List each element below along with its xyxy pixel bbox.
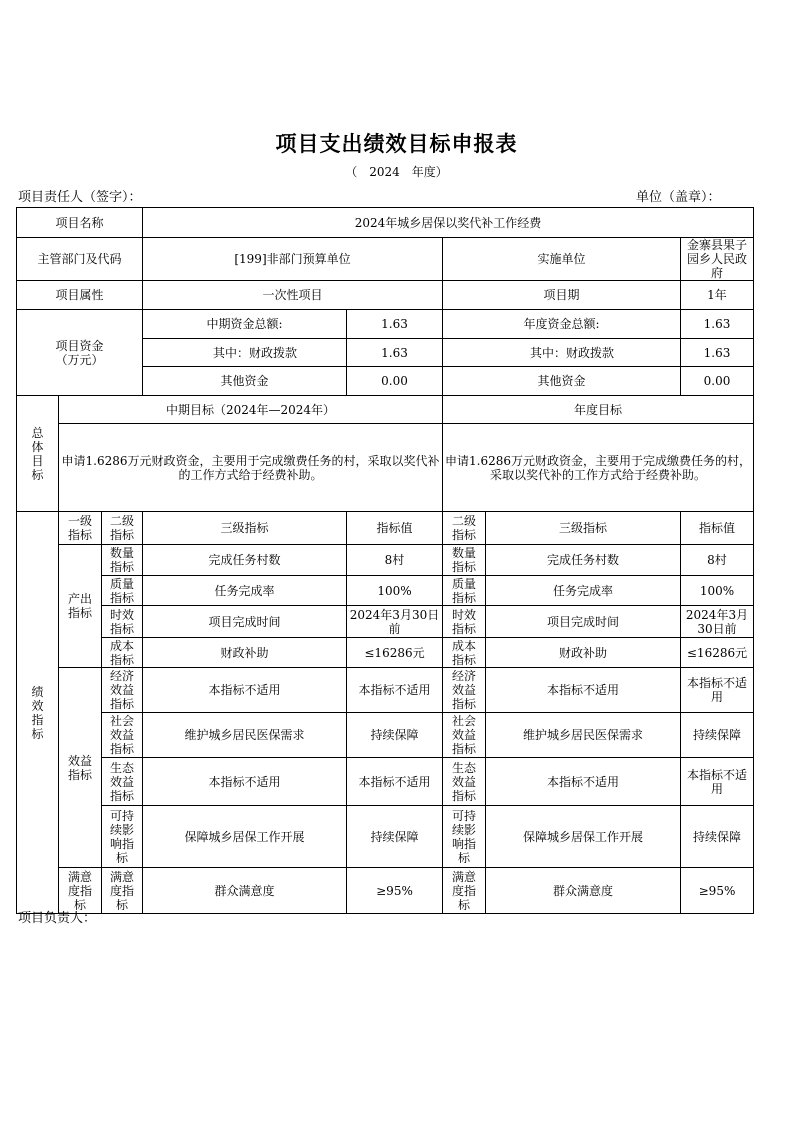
row-l2: 社会 效益 指标 [102, 713, 143, 758]
row-l2-year: 社会 效益 指标 [443, 713, 486, 758]
year-other-value: 0.00 [681, 367, 754, 396]
project-period-value: 1年 [681, 281, 754, 310]
row-value: 100% [347, 576, 443, 606]
project-name-value: 2024年城乡居保以奖代补工作经费 [143, 208, 754, 238]
row-l3: 本指标不适用 [143, 668, 347, 713]
row-l3: 项目完成时间 [143, 606, 347, 638]
implementing-unit-label: 实施单位 [443, 238, 681, 281]
output-indicators-label: 产出 指标 [59, 545, 102, 668]
year-goal-header: 年度目标 [443, 396, 754, 424]
row-value-year: 持续保障 [681, 713, 754, 758]
row-l3: 财政补助 [143, 638, 347, 668]
row-value: ≥95% [347, 868, 443, 914]
row-l3-year: 保障城乡居保工作开展 [486, 806, 681, 868]
header-level2-year: 二级 指标 [443, 512, 486, 545]
row-value: 本指标不适用 [347, 758, 443, 806]
row-l2-year: 质量 指标 [443, 576, 486, 606]
benefit-indicators-label: 效益 指标 [59, 668, 102, 868]
row-value-year: 8村 [681, 545, 754, 576]
row-l3: 群众满意度 [143, 868, 347, 914]
performance-indicators-label: 绩 效 指 标 [17, 512, 59, 914]
row-l3-year: 维护城乡居民医保需求 [486, 713, 681, 758]
year-other-label: 其他资金 [443, 367, 681, 396]
row-l3-year: 群众满意度 [486, 868, 681, 914]
row-l3-year: 项目完成时间 [486, 606, 681, 638]
mid-other-value: 0.00 [347, 367, 443, 396]
row-value-year: 2024年3月 30日前 [681, 606, 754, 638]
row-value: 8村 [347, 545, 443, 576]
responsible-label: 项目责任人（签字）： [18, 190, 142, 205]
row-value: 持续保障 [347, 806, 443, 868]
header-level2: 二级 指标 [102, 512, 143, 545]
row-l3: 保障城乡居保工作开展 [143, 806, 347, 868]
row-l2: 经济 效益 指标 [102, 668, 143, 713]
project-attribute-label: 项目属性 [17, 281, 143, 310]
row-value: ≤16286元 [347, 638, 443, 668]
overall-goals-label: 总 体 目 标 [17, 396, 59, 512]
row-value-year: ≤16286元 [681, 638, 754, 668]
row-l2: 成本 指标 [102, 638, 143, 668]
project-name-label: 项目名称 [17, 208, 143, 238]
performance-table [16, 207, 754, 914]
row-l2-year: 满意 度指 标 [443, 868, 486, 914]
row-l2: 质量 指标 [102, 576, 143, 606]
year-fiscal-value: 1.63 [681, 339, 754, 367]
row-l3: 任务完成率 [143, 576, 347, 606]
page-title: 项目支出绩效目标申报表 [275, 131, 518, 156]
mid-fiscal-value: 1.63 [347, 339, 443, 367]
row-l3: 完成任务村数 [143, 545, 347, 576]
row-value-year: 本指标不适 用 [681, 758, 754, 806]
row-l2: 数量 指标 [102, 545, 143, 576]
department-label: 主管部门及代码 [17, 238, 143, 281]
satisfaction-indicators-label: 满意 度指 标 [59, 868, 102, 914]
row-value-year: 持续保障 [681, 806, 754, 868]
project-period-label: 项目期 [443, 281, 681, 310]
row-value-year: ≥95% [681, 868, 754, 914]
row-l3-year: 完成任务村数 [486, 545, 681, 576]
header-value-year: 指标值 [681, 512, 754, 545]
row-l2-year: 时效 指标 [443, 606, 486, 638]
row-l2-year: 成本 指标 [443, 638, 486, 668]
year-total-label: 年度资金总额: [443, 310, 681, 339]
project-attribute-value: 一次性项目 [143, 281, 443, 310]
row-l2-year: 可持 续影 响指 标 [443, 806, 486, 868]
unit-stamp-label: 单位（盖章）： [636, 190, 721, 205]
row-l2: 生态 效益 指标 [102, 758, 143, 806]
row-l2: 时效 指标 [102, 606, 143, 638]
row-l3: 本指标不适用 [143, 758, 347, 806]
row-l3-year: 财政补助 [486, 638, 681, 668]
header-value: 指标值 [347, 512, 443, 545]
row-l3-year: 任务完成率 [486, 576, 681, 606]
project-leader-label: 项目负责人： [18, 911, 97, 926]
year-fiscal-label: 其中：财政拨款 [443, 339, 681, 367]
department-value: [199]非部门预算单位 [143, 238, 443, 281]
implementing-unit-value: 金寨县果子园乡人民政府 [681, 238, 754, 281]
row-value: 本指标不适用 [347, 668, 443, 713]
year-total-value: 1.63 [681, 310, 754, 339]
row-l2-year: 经济 效益 指标 [443, 668, 486, 713]
row-l3-year: 本指标不适用 [486, 668, 681, 713]
mid-total-value: 1.63 [347, 310, 443, 339]
row-l3: 维护城乡居民医保需求 [143, 713, 347, 758]
row-value: 2024年3月30日 前 [347, 606, 443, 638]
project-funds-label: 项目资金 （万元） [17, 310, 143, 396]
mid-other-label: 其他资金 [143, 367, 347, 396]
mid-total-label: 中期资金总额: [143, 310, 347, 339]
row-value-year: 本指标不适 用 [681, 668, 754, 713]
year-goal-text: 申请1.6286万元财政资金，主要用于完成缴费任务的村，采取以奖代补的工作方式给于经费补助。 [443, 424, 754, 512]
row-l2-year: 数量 指标 [443, 545, 486, 576]
row-l2: 满意 度指 标 [102, 868, 143, 914]
row-l2: 可持 续影 响指 标 [102, 806, 143, 868]
row-value: 持续保障 [347, 713, 443, 758]
header-level3: 三级指标 [143, 512, 347, 545]
row-l2-year: 生态 效益 指标 [443, 758, 486, 806]
year-line: （ 2024 年度） [345, 165, 448, 179]
row-value-year: 100% [681, 576, 754, 606]
header-level3-year: 三级指标 [486, 512, 681, 545]
mid-goal-header: 中期目标（2024年—2024年） [59, 396, 443, 424]
mid-fiscal-label: 其中：财政拨款 [143, 339, 347, 367]
header-level1: 一级 指标 [59, 512, 102, 545]
row-l3-year: 本指标不适用 [486, 758, 681, 806]
mid-goal-text: 申请1.6286万元财政资金，主要用于完成缴费任务的村，采取以奖代补的工作方式给于经费补助。 [59, 424, 443, 512]
